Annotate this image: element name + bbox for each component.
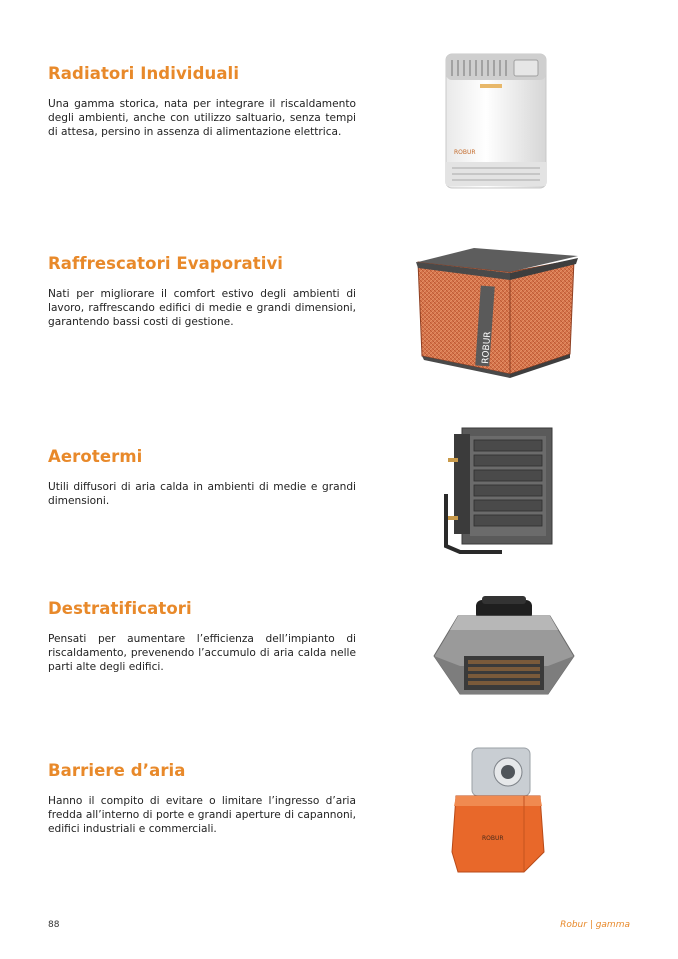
section-text: Hanno il compito di evitare o limitare l’ingresso d’aria fredda all’interno di porte e grandi aperture di capannoni, edifici industriali e commerciali. — [48, 795, 356, 835]
section-title: Aerotermi — [48, 447, 143, 466]
section-text: Nati per migliorare il comfort estivo degli ambienti di lavoro, raffrescando edifici di medie e grandi dimensioni, garantendo bassi costi di gestione. — [48, 288, 356, 328]
section-barriere — [48, 761, 356, 836]
cooler-logo: ROBUR — [481, 331, 494, 365]
air-curtain-image — [448, 744, 554, 876]
evaporative-cooler-image — [414, 246, 584, 380]
section-text: Utili diffusori di aria calda in ambienti di medie e grandi dimensioni. — [48, 481, 356, 507]
section-title: Destratificatori — [48, 599, 192, 618]
unit-heater-image — [442, 424, 558, 556]
section-raffrescatori — [48, 254, 356, 329]
section-title: Barriere d’aria — [48, 761, 186, 780]
section-title: Raffrescatori Evaporativi — [48, 254, 284, 273]
radiator-logo: ROBUR — [454, 149, 476, 156]
section-radiatori — [48, 64, 356, 139]
radiator-image — [440, 50, 552, 192]
footer-brand: Robur | gamma — [560, 920, 630, 930]
section-text: Una gamma storica, nata per integrare il riscaldamento degli ambienti, anche con utilizzo saltuario, senza tempi di attesa, persino in assenza di alimentazione elettrica. — [48, 98, 356, 138]
page-number: 88 — [48, 920, 60, 930]
destratifier-image — [428, 596, 580, 700]
section-text: Pensati per aumentare l’efficienza dell’impianto di riscaldamento, prevenendo l’accumulo di aria calda nelle parti alte degli edifici. — [48, 633, 356, 673]
section-title: Radiatori Individuali — [48, 64, 240, 83]
section-aerotermi — [48, 447, 356, 508]
air-curtain-logo: ROBUR — [482, 835, 504, 842]
section-destratificatori — [48, 599, 356, 674]
